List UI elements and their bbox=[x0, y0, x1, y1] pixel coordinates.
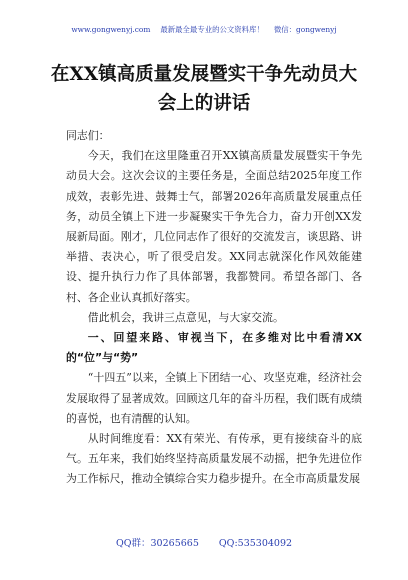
footer-qq-group: QQ群：30265665 bbox=[115, 538, 199, 549]
paragraph-review: “十四五”以来，全镇上下团结一心、攻坚克难，经济社会发展取得了显著成效。回顾这几年的奋斗历程，我们既有成绩的喜悦，也有清醒的认知。 bbox=[66, 371, 362, 425]
paragraph-transition: 借此机会，我讲三点意见，与大家交流。 bbox=[87, 310, 284, 324]
salutation: 同志们： bbox=[66, 129, 110, 142]
page-header bbox=[0, 24, 408, 35]
header-website[interactable]: www.gongwenyj.com bbox=[71, 25, 151, 34]
document-title: 在XX镇高质量发展暨实干争先动员大会上的讲话 bbox=[50, 64, 358, 114]
footer-qq: QQ:535304092 bbox=[218, 538, 293, 549]
header-slogan: 最新最全最专业的公文资料库！ bbox=[160, 25, 264, 34]
paragraph-opening: 今天，我们在这里隆重召开XX镇高质量发展暨实干争先动员大会。这次会议的主要任务是，全面总结2025年度工作成效，表彰先进、鼓舞士气，部署2026年高质量发展重点任务，动员全镇上下进一步凝聚实干争先合力，奋力开创XX发展新局面。刚才，几位同志作了很好的交流发言，谈思路、讲举措、表决心，听了很受启发。XX同志就深化作风效能建设、提升执行力作了具体部署，我都赞同。希望各部门、各村、各企业认真抓好落实。 bbox=[66, 149, 362, 304]
paragraph-time-dimension: 从时间维度看：XX有荣光、有传承，更有接续奋斗的底气。五年来，我们始终坚持高质量发展不动摇，把争先进位作为工作标尺，推动全镇综合实力稳步提升。在全市高质量发展 bbox=[66, 432, 362, 486]
document-body bbox=[66, 126, 362, 490]
section-heading-1: 一、回望来路、审视当下，在多维对比中看清XX的“位”与“势” bbox=[66, 331, 362, 365]
page-footer bbox=[0, 535, 408, 549]
header-wechat: 微信：gongwenyj bbox=[273, 25, 337, 34]
